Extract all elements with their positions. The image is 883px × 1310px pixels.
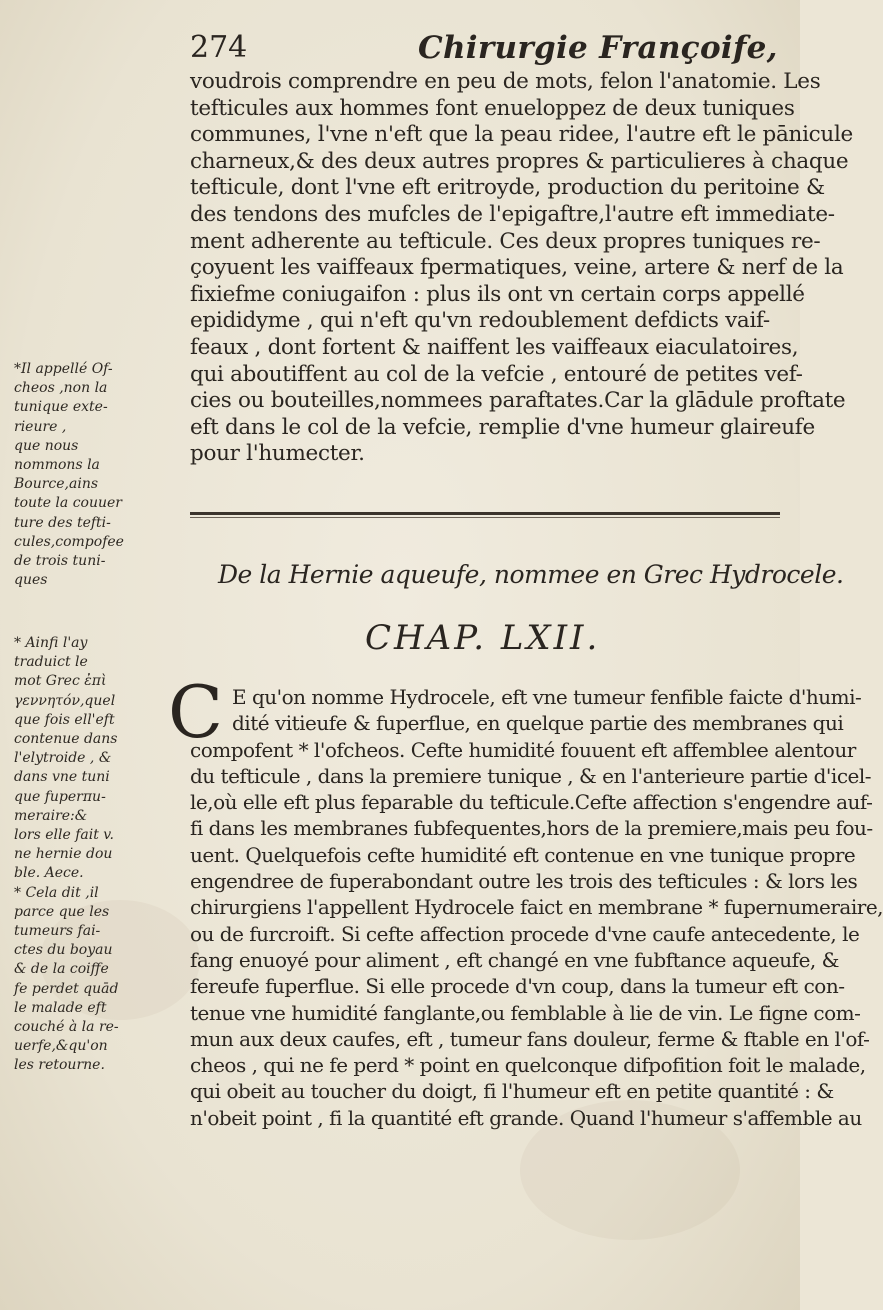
margin-line: dans vne tuni bbox=[14, 769, 110, 786]
text-line: epididyme , qui n'eft qu'vn redoublement defdicts vaif- bbox=[190, 308, 770, 334]
paragraph-hydrocele bbox=[190, 684, 883, 1131]
margin-note-translation bbox=[14, 634, 186, 1076]
margin-line: tumeurs fai- bbox=[14, 923, 101, 940]
text-line: eft dans le col de la vefcie, remplie d'vne humeur glaireufe bbox=[190, 414, 815, 440]
text-line: communes, l'vne n'eft que la peau ridee, l'autre eft le pānicule bbox=[190, 122, 853, 148]
margin-line: tunique exte- bbox=[14, 399, 108, 416]
margin-line: cules,compofee bbox=[14, 533, 124, 550]
drop-cap: C bbox=[168, 670, 224, 754]
margin-line: γεννητόν,quel bbox=[14, 692, 116, 709]
margin-line: couché à la re- bbox=[14, 1019, 119, 1036]
margin-line: parce que les bbox=[14, 903, 110, 920]
section-rule-thin bbox=[190, 517, 780, 518]
margin-line: que fois ell'eft bbox=[14, 711, 115, 728]
margin-line: * Cela dit ,il bbox=[14, 884, 99, 901]
margin-line: de trois tuni- bbox=[14, 553, 106, 570]
text-line: pour l'humecter. bbox=[190, 441, 365, 467]
section-rule bbox=[190, 512, 780, 515]
text-line: E qu'on nomme Hydrocele, eft vne tumeur fenfible faicte d'humi- bbox=[232, 685, 862, 709]
margin-line: ctes du boyau bbox=[14, 942, 113, 959]
text-line: charneux,& des deux autres propres & particulieres à chaque bbox=[190, 148, 849, 174]
text-line: qui aboutiffent au col de la vefcie , entouré de petites vef- bbox=[190, 361, 803, 387]
margin-line: l'elytroide , & bbox=[14, 750, 112, 767]
margin-line: que fuperπu- bbox=[14, 788, 106, 805]
text-line: ou de furcroift. Si cefte affection procede d'vne caufe antecedente, le bbox=[190, 921, 860, 946]
margin-line: rieure , bbox=[14, 418, 67, 435]
running-title: Chirurgie Françoife, bbox=[418, 30, 778, 66]
text-line: des tendons des mufcles de l'epigaftre,l'autre eft immediate- bbox=[190, 201, 835, 227]
text-line: compofent * l'ofcheos. Cefte humidité fouuent eft affemblee alentour bbox=[190, 737, 856, 762]
text-line: n'obeit point , fi la quantité eft grande. Quand l'humeur s'affemble au bbox=[190, 1105, 862, 1130]
margin-line: lors elle fait v. bbox=[14, 827, 114, 844]
text-line: mun aux deux caufes, eft , tumeur fans douleur, ferme & ftable en l'of- bbox=[190, 1026, 870, 1051]
text-line: du tefticule , dans la premiere tunique , & en l'anterieure partie d'icel- bbox=[190, 763, 872, 788]
margin-line: les retourne. bbox=[14, 1057, 105, 1074]
text-line: tefticules aux hommes font enueloppez de deux tuniques bbox=[190, 95, 795, 121]
margin-line: toute la couuer bbox=[14, 495, 122, 512]
text-line: chirurgiens l'appellent Hydrocele faict en membrane * fupernumeraire, bbox=[190, 895, 883, 920]
margin-note-oscheos bbox=[14, 360, 186, 590]
text-line: ment adherente au tefticule. Ces deux propres tuniques re- bbox=[190, 228, 821, 254]
text-line: tefticule, dont l'vne eft eritroyde, production du peritoine & bbox=[190, 175, 825, 201]
margin-line: ture des tefti- bbox=[14, 514, 111, 531]
text-line: le,où elle eft plus feparable du tefticule.Cefte affection s'engendre auf- bbox=[190, 790, 873, 815]
text-line: uent. Quelquefois cefte humidité eft contenue en vne tunique propre bbox=[190, 842, 856, 867]
margin-line: ques bbox=[14, 572, 48, 589]
text-line: fi dans les membranes fubfequentes,hors de la premiere,mais peu fou- bbox=[190, 816, 873, 841]
margin-line: mot Grec ἐπὶ bbox=[14, 673, 107, 690]
paragraph-anatomy bbox=[190, 69, 853, 468]
text-line: feaux , dont fortent & naiffent les vaiffeaux eiaculatoires, bbox=[190, 334, 799, 360]
margin-line: contenue dans bbox=[14, 731, 118, 748]
section-title: De la Hernie aqueufe, nommee en Grec Hydrocele. bbox=[218, 560, 844, 589]
text-line: çoyuent les vaiffeaux fpermatiques, veine, artere & nerf de la bbox=[190, 255, 844, 281]
margin-line: cheos ,non la bbox=[14, 380, 108, 397]
margin-line: Bource,ains bbox=[14, 476, 99, 493]
text-line: dité vitieufe & fuperflue, en quelque partie des membranes qui bbox=[232, 711, 844, 736]
text-line: fang enuoyé pour aliment , eft changé en vne fubftance aqueufe, & bbox=[190, 947, 839, 972]
chapter-title: CHAP. LXII. bbox=[365, 618, 601, 658]
margin-line: ne hernie dou bbox=[14, 846, 113, 863]
margin-line: *Il appellé Of- bbox=[14, 361, 113, 377]
text-line: fereufe fuperflue. Si elle procede d'vn coup, dans la tumeur eft con- bbox=[190, 974, 845, 999]
text-line: engendree de fuperabondant outre les trois des tefticules : & lors les bbox=[190, 869, 858, 894]
margin-line: que nous bbox=[14, 437, 79, 454]
page-header bbox=[190, 30, 790, 70]
margin-line: ble. Aece. bbox=[14, 865, 84, 882]
margin-line: & de la coiffe bbox=[14, 961, 109, 978]
text-line: fixiefme coniugaifon : plus ils ont vn certain corps appellé bbox=[190, 281, 805, 307]
text-line: tenue vne humidité fanglante,ou femblable à lie de vin. Le figne com- bbox=[190, 1000, 861, 1025]
page-number: 274 bbox=[190, 30, 248, 65]
text-line: cies ou bouteilles,nommees paraftates.Car la glādule proftate bbox=[190, 388, 846, 414]
margin-line: nommons la bbox=[14, 457, 100, 474]
text-line: qui obeit au toucher du doigt, fi l'humeur eft en petite quantité : & bbox=[190, 1079, 834, 1104]
margin-line: le malade eft bbox=[14, 999, 107, 1016]
margin-line: fe perdet quād bbox=[14, 980, 119, 997]
margin-line: meraire:& bbox=[14, 807, 88, 824]
text-line: voudrois comprendre en peu de mots, felon l'anatomie. Les bbox=[190, 69, 821, 94]
margin-line: * Ainfi l'ay bbox=[14, 635, 88, 651]
margin-line: traduict le bbox=[14, 654, 88, 671]
text-line: cheos , qui ne fe perd * point en quelconque difpofition foit le malade, bbox=[190, 1053, 866, 1078]
margin-line: uerfe,&qu'on bbox=[14, 1038, 108, 1055]
